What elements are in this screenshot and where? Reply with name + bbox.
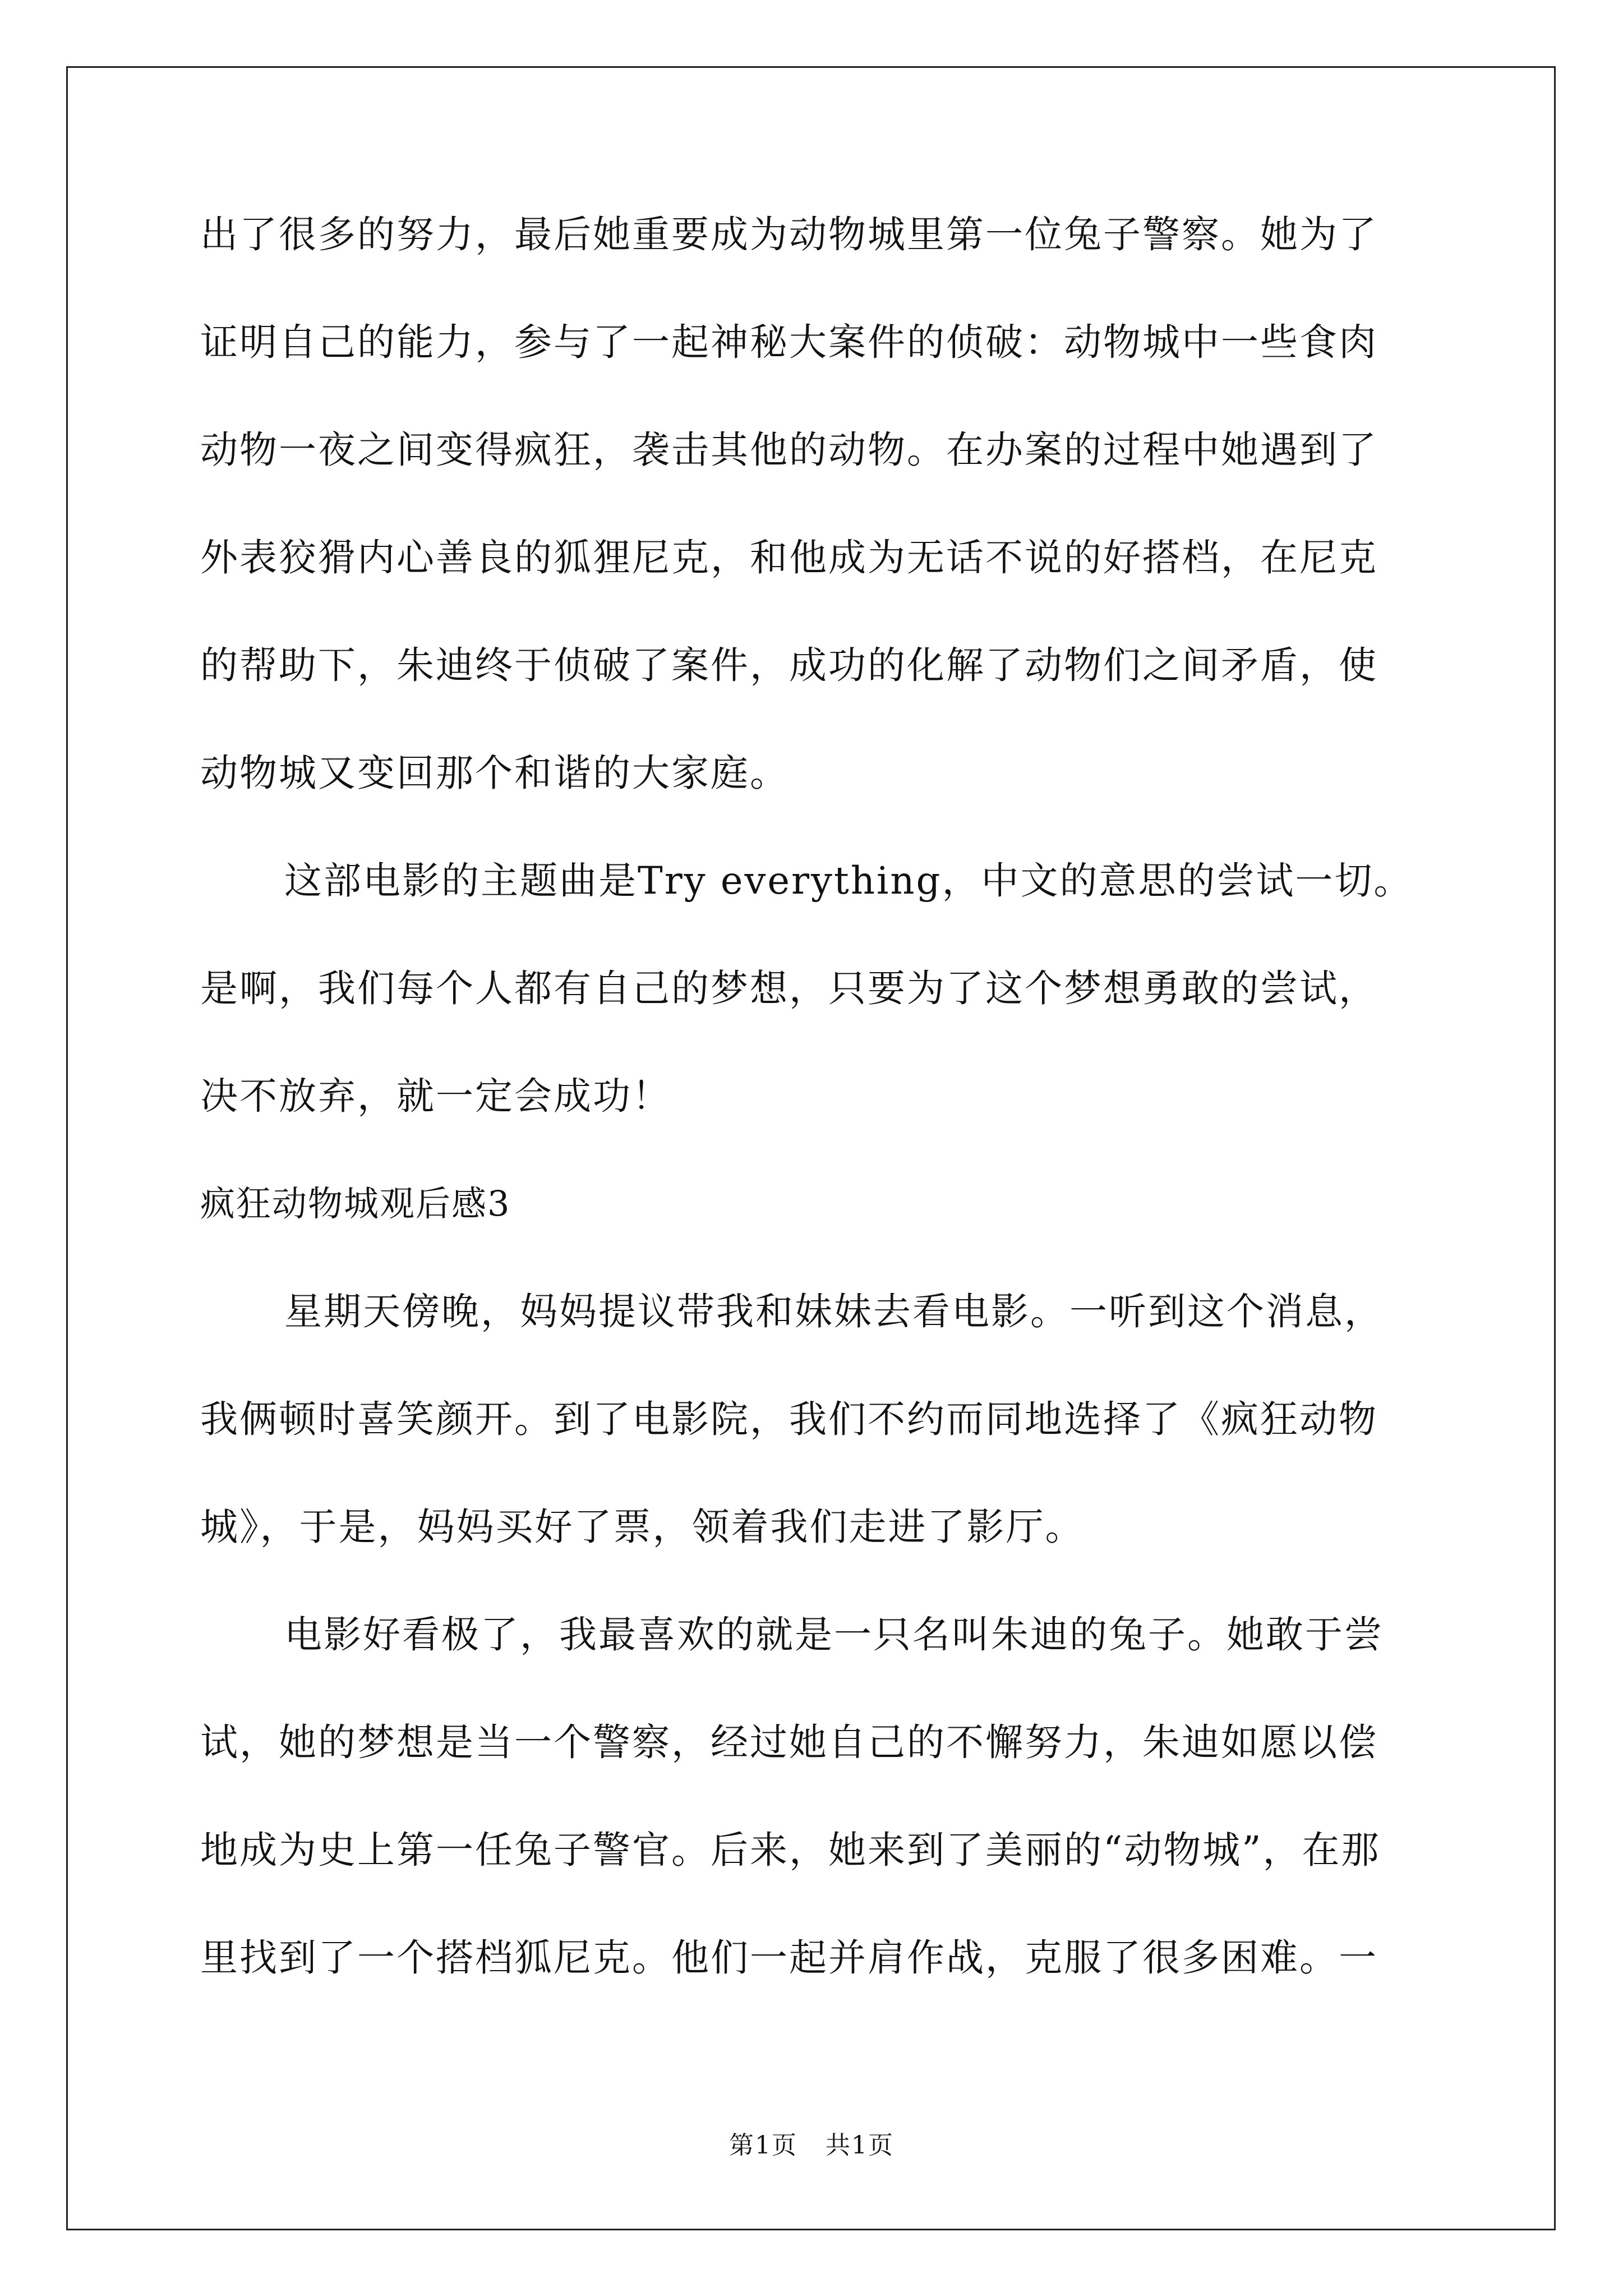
text-line: 动物城又变回那个和谐的大家庭。 xyxy=(200,751,789,795)
paragraph-start-line: 这部电影的主题曲是Try everything，中文的意思的尝试一切。 xyxy=(284,859,1413,903)
paragraph-start-line: 星期天傍晚，妈妈提议带我和妹妹去看电影。一听到这个消息， xyxy=(284,1290,1384,1333)
text-line: 外表狡猾内心善良的狐狸尼克，和他成为无话不说的好搭档，在尼克 xyxy=(200,536,1378,579)
page-total: 共1页 xyxy=(826,2131,894,2160)
page-number: 第1页 xyxy=(729,2131,797,2160)
text-line: 里找到了一个搭档狐尼克。他们一起并肩作战，克服了很多困难。一 xyxy=(200,1936,1378,1980)
paragraph-start-line: 电影好看极了，我最喜欢的就是一只名叫朱迪的兔子。她敢于尝 xyxy=(284,1613,1384,1657)
text-line: 出了很多的努力，最后她重要成为动物城里第一位兔子警察。她为了 xyxy=(200,213,1378,256)
text-line: 城》，于是，妈妈买好了票，领着我们走进了影厅。 xyxy=(200,1505,1085,1549)
text-line: 试，她的梦想是当一个警察，经过她自己的不懈努力，朱迪如愿以偿 xyxy=(200,1720,1378,1764)
text-line: 是啊，我们每个人都有自己的梦想，只要为了这个梦想勇敢的尝试， xyxy=(200,967,1378,1010)
text-line: 证明自己的能力，参与了一起神秘大案件的侦破：动物城中一些食肉 xyxy=(200,320,1378,364)
text-line: 的帮助下，朱迪终于侦破了案件，成功的化解了动物们之间矛盾，使 xyxy=(200,643,1378,687)
text-line: 地成为史上第一任兔子警官。后来，她来到了美丽的“动物城”，在那 xyxy=(200,1828,1381,1872)
text-line: 决不放弃，就一定会成功！ xyxy=(200,1074,671,1118)
text-line: 动物一夜之间变得疯狂，袭击其他的动物。在办案的过程中她遇到了 xyxy=(200,428,1378,472)
document-body xyxy=(200,206,1440,2037)
section-heading: 疯狂动物城观后感3 xyxy=(200,1183,511,1224)
text-line: 我俩顿时喜笑颜开。到了电影院，我们不约而同地选择了《疯狂动物 xyxy=(200,1397,1378,1441)
page-footer xyxy=(0,2125,1623,2161)
